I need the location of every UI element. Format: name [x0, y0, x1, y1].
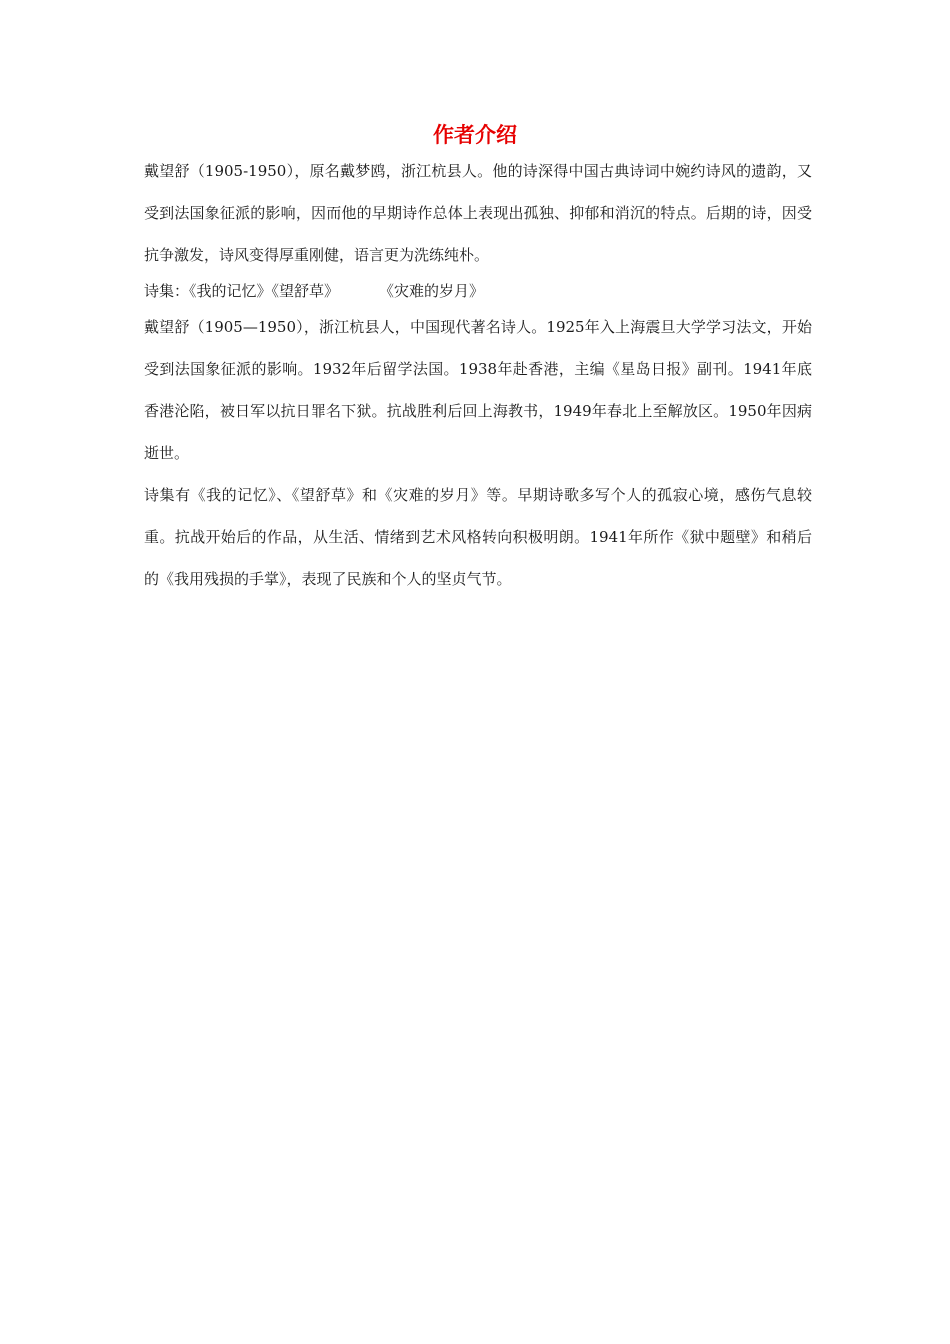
paragraph-poetry-collections: [144, 276, 812, 306]
page-title: 作者介绍: [433, 123, 517, 147]
paragraph-works: 诗集有《我的记忆》、《望舒草》和《灾难的岁月》等。早期诗歌多写个人的孤寂心境，感伤气息较重。抗战开始后的作品，从生活、情绪到艺术风格转向积极明朗。1941年所作《狱中题壁》和稍后的《我用残损的手掌》，表现了民族和个人的坚贞气节。: [144, 486, 812, 588]
paragraph-biography: 戴望舒（1905—1950），浙江杭县人，中国现代著名诗人。1925年入上海震旦大学学习法文，开始受到法国象征派的影响。1932年后留学法国。1938年赴香港，主编《星岛日报》副刊。1941年底香港沦陷，被日军以抗日罪名下狱。抗战胜利后回上海教书，1949年春北上至解放区。1950年因病逝世。: [144, 318, 812, 462]
collections-works-a: 《我的记忆》《望舒草》: [189, 282, 340, 300]
collections-works-b: 《灾难的岁月》: [379, 282, 485, 300]
collections-label: 诗集：: [144, 282, 190, 300]
document-body: [144, 150, 812, 600]
paragraph-intro: 戴望舒（1905-1950），原名戴梦鸥，浙江杭县人。他的诗深得中国古典诗词中婉约诗风的遗韵，又受到法国象征派的影响，因而他的早期诗作总体上表现出孤独、抑郁和消沉的特点。后期的诗，因受抗争激发，诗风变得厚重刚健，语言更为洗练纯朴。: [144, 162, 812, 264]
